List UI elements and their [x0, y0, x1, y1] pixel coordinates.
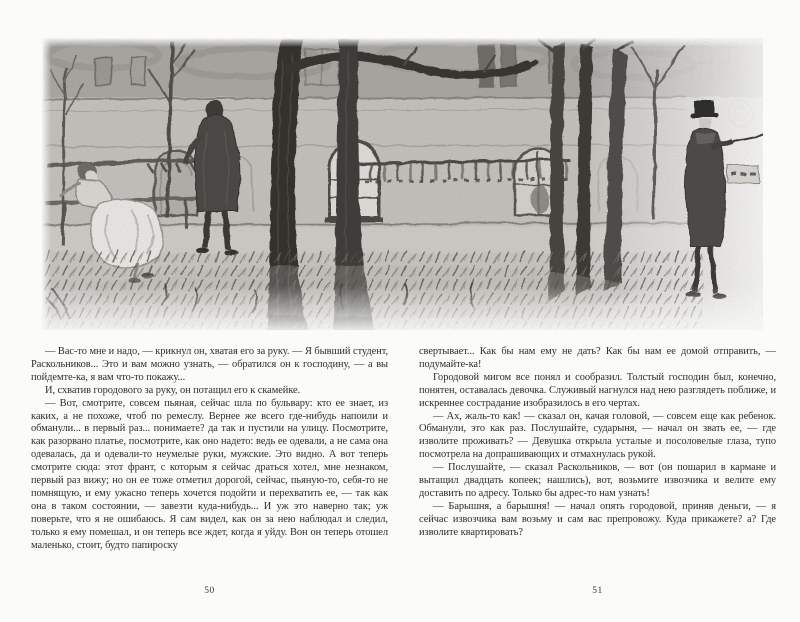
park-scene-drawing	[42, 38, 763, 330]
charcoal-grain	[42, 38, 763, 330]
paragraph: — Барышня, а барышня! — начал опять городовой, приняв деньги, — я сейчас извозчика вам возьму и сам вас препровожу. Куда прикажете? а? Где изволите квартировать?	[419, 500, 776, 538]
left-text-column	[31, 346, 388, 553]
paragraph: Городовой мигом все понял и сообразил. Толстый господин был, конечно, понятен, оставалась девочка. Служивый нагнулся над нею разглядеть поближе, и искреннее сострадание изобразилось в его чертах.	[419, 371, 776, 409]
right-text-column	[419, 346, 776, 540]
paragraph: — Послушайте, — сказал Раскольников, — вот (он пошарил в кармане и вытащил двадцать копеек; нашлись), вот, возьмите извозчика и велите ему доставить по адресу. Только бы адрес-то нам узнать!	[419, 462, 776, 499]
paragraph: — Вот, смотрите, совсем пьяная, сейчас шла по бульвару: кто ее знает, из каких, а не похоже, чтоб по ремеслу. Вернее же всего где-нибудь напоили и обманули... в первый раз... понимаете? да так и пустили на улицу. Посмотрите, как разорвано платье, посмотрите, как оно надето: ведь ее одевали, а не сама она одевалась, да и одевали-то неумелые руки, мужские. Это видно. А вот теперь смотрите сюда: этот франт, с которым я сейчас драться хотел, мне незнаком, первый раз вижу; но он ее тоже отметил дорогой, сейчас, пьяную-то, себя-то не помнящую, и ему ужасно теперь хочется подойти и перехватить ее, — так как она в таком состоянии, — завезти куда-нибудь... И уж это наверно так; уж поверьте, что я не ошибаюсь. Я сам видел, как он за нею наблюдал и следил, только я ему помешал, и он теперь все ждет, когда я уйду. Вон он теперь отошел маленько, стоит, будто папироску	[31, 397, 388, 551]
paragraph-continuation: свертывает... Как бы нам ему не дать? Как бы нам ее домой отправить, — подумайте-ка!	[419, 346, 776, 370]
paragraph: — Ах, жаль-то как! — сказал он, качая головой, — совсем еще как ребенок. Обманули, это как раз. Послушайте, сударыня, — начал он звать ее, — где изволите проживать? — Девушка открыла усталые и посоловелые глаза, тупо посмотрела на допрашивающих и отмахнулась рукой.	[419, 410, 776, 461]
page-number-left: 50	[204, 586, 215, 596]
paragraph: — Вас-то мне и надо, — крикнул он, хватая его за руку. — Я бывший студент, Раскольников... Это и вам можно узнать, — обратился он к господину, — а вы пойдемте-ка, я вам что-то покажу...	[31, 346, 388, 383]
park-scene-illustration	[42, 38, 763, 330]
paragraph: И, схватив городового за руку, он потащил его к скамейке.	[45, 384, 301, 396]
page-number-right: 51	[592, 586, 603, 596]
